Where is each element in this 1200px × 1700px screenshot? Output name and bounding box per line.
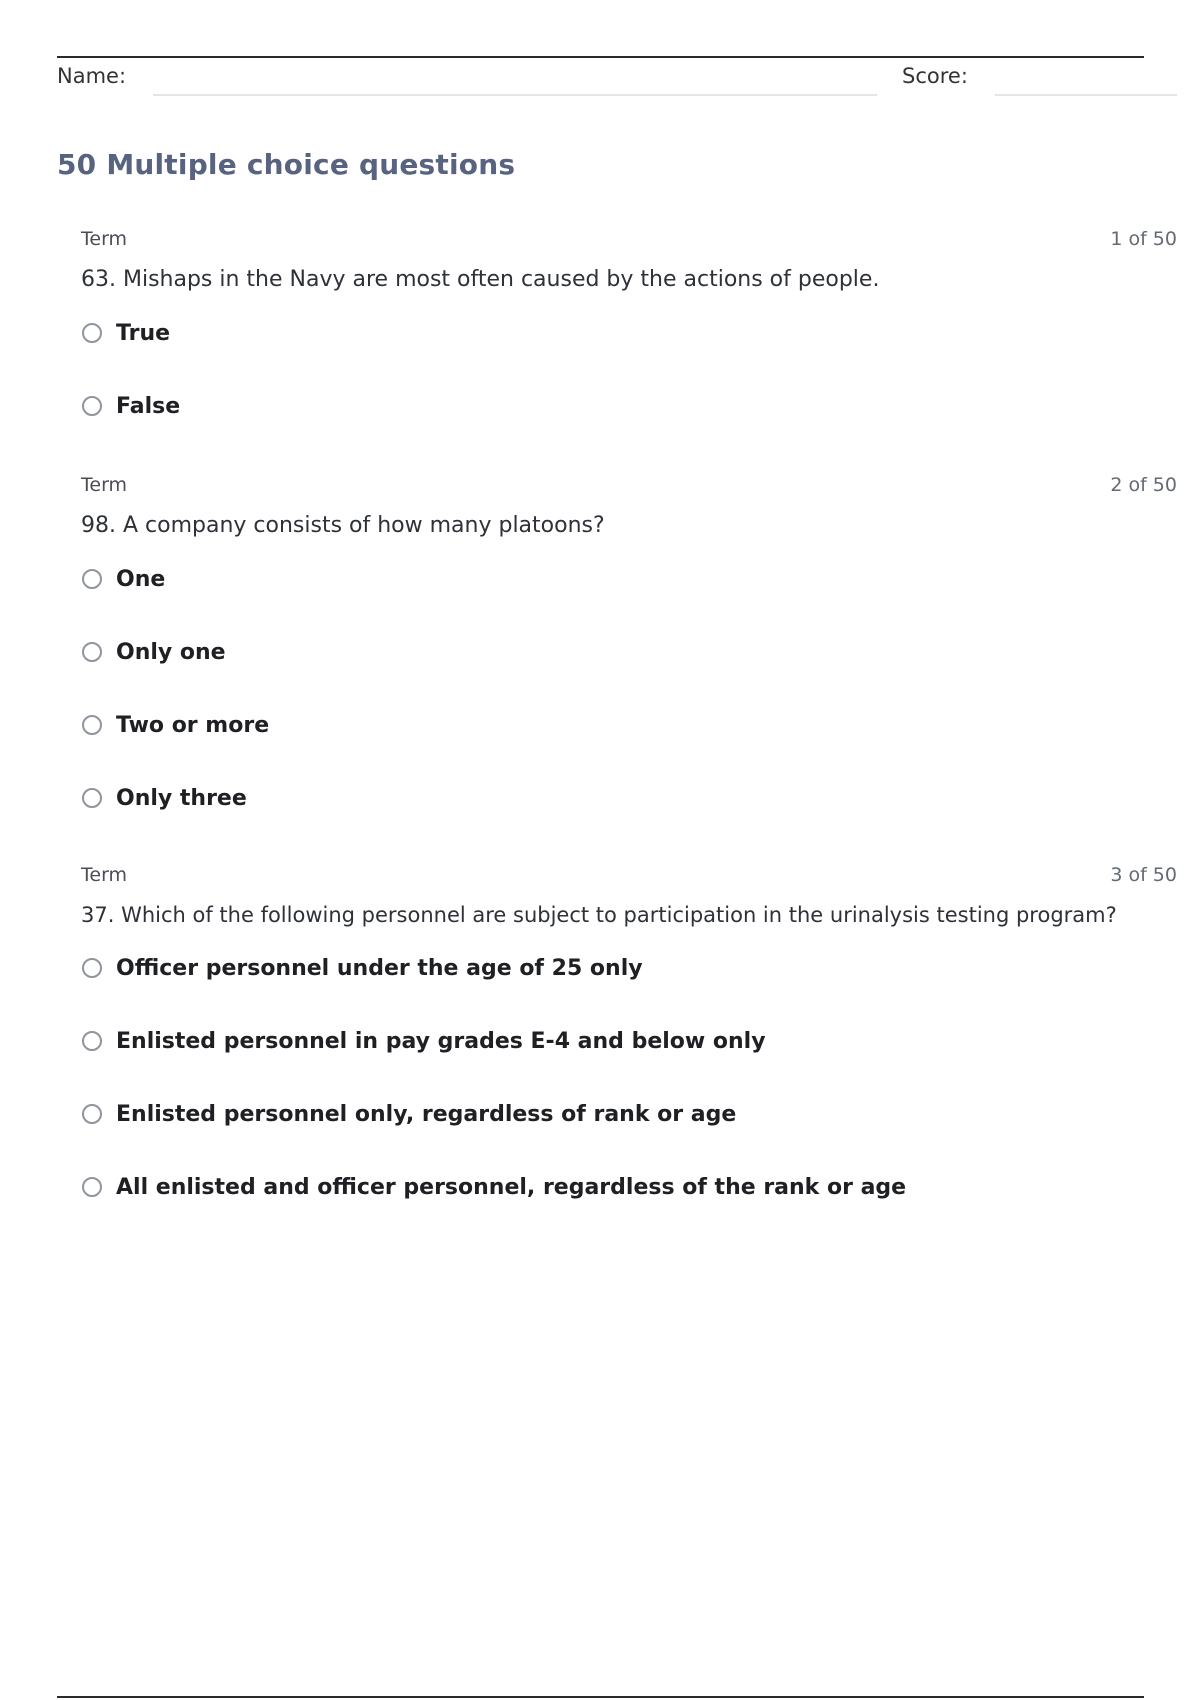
answer-option[interactable] (81, 633, 1177, 671)
radio-button[interactable] (82, 642, 102, 662)
section-title: 50 Multiple choice questions (57, 148, 516, 181)
answer-option[interactable] (81, 387, 1177, 425)
radio-button[interactable] (82, 958, 102, 978)
radio-button[interactable] (82, 788, 102, 808)
question-counter: 3 of 50 (1110, 864, 1177, 886)
question-text: 63. Mishaps in the Navy are most often caused by the actions of people. (81, 267, 880, 292)
radio-button[interactable] (82, 569, 102, 589)
answer-options (81, 314, 1177, 425)
question-3 (81, 864, 1177, 1241)
answer-label: Officer personnel under the age of 25 only (116, 955, 643, 981)
score-label: Score: (902, 64, 968, 88)
answer-label: False (116, 393, 181, 419)
radio-button[interactable] (82, 715, 102, 735)
radio-button[interactable] (82, 396, 102, 416)
answer-option[interactable] (81, 706, 1177, 744)
radio-button[interactable] (82, 1177, 102, 1197)
answer-option[interactable] (81, 1022, 1177, 1060)
answer-options (81, 949, 1177, 1206)
term-label: Term (81, 474, 128, 496)
question-2 (81, 474, 1177, 852)
answer-option[interactable] (81, 560, 1177, 598)
question-text: 98. A company consists of how many platoons? (81, 513, 605, 538)
name-label: Name: (57, 64, 127, 88)
answer-option[interactable] (81, 779, 1177, 817)
radio-button[interactable] (82, 1031, 102, 1051)
score-field[interactable] (995, 94, 1177, 96)
question-counter: 2 of 50 (1110, 474, 1177, 496)
bottom-divider (57, 1696, 1144, 1698)
answer-option[interactable] (81, 1095, 1177, 1133)
question-1 (81, 228, 1177, 460)
term-label: Term (81, 228, 128, 250)
answer-label: Enlisted personnel only, regardless of rank or age (116, 1101, 737, 1127)
answer-label: All enlisted and officer personnel, regardless of the rank or age (116, 1174, 907, 1200)
question-counter: 1 of 50 (1110, 228, 1177, 250)
radio-button[interactable] (82, 1104, 102, 1124)
answer-option[interactable] (81, 314, 1177, 352)
answer-options (81, 560, 1177, 817)
top-divider (57, 56, 1144, 58)
answer-label: Enlisted personnel in pay grades E-4 and below only (116, 1028, 766, 1054)
answer-option[interactable] (81, 949, 1177, 987)
question-text: 37. Which of the following personnel are subject to participation in the urinalysis testing program? (81, 903, 1117, 927)
answer-label: True (116, 320, 171, 346)
answer-label: One (116, 566, 166, 592)
name-field[interactable] (153, 94, 877, 96)
answer-label: Only one (116, 639, 226, 665)
radio-button[interactable] (82, 323, 102, 343)
answer-option[interactable] (81, 1168, 1177, 1206)
answer-label: Only three (116, 785, 247, 811)
term-label: Term (81, 864, 128, 886)
answer-label: Two or more (116, 712, 270, 738)
